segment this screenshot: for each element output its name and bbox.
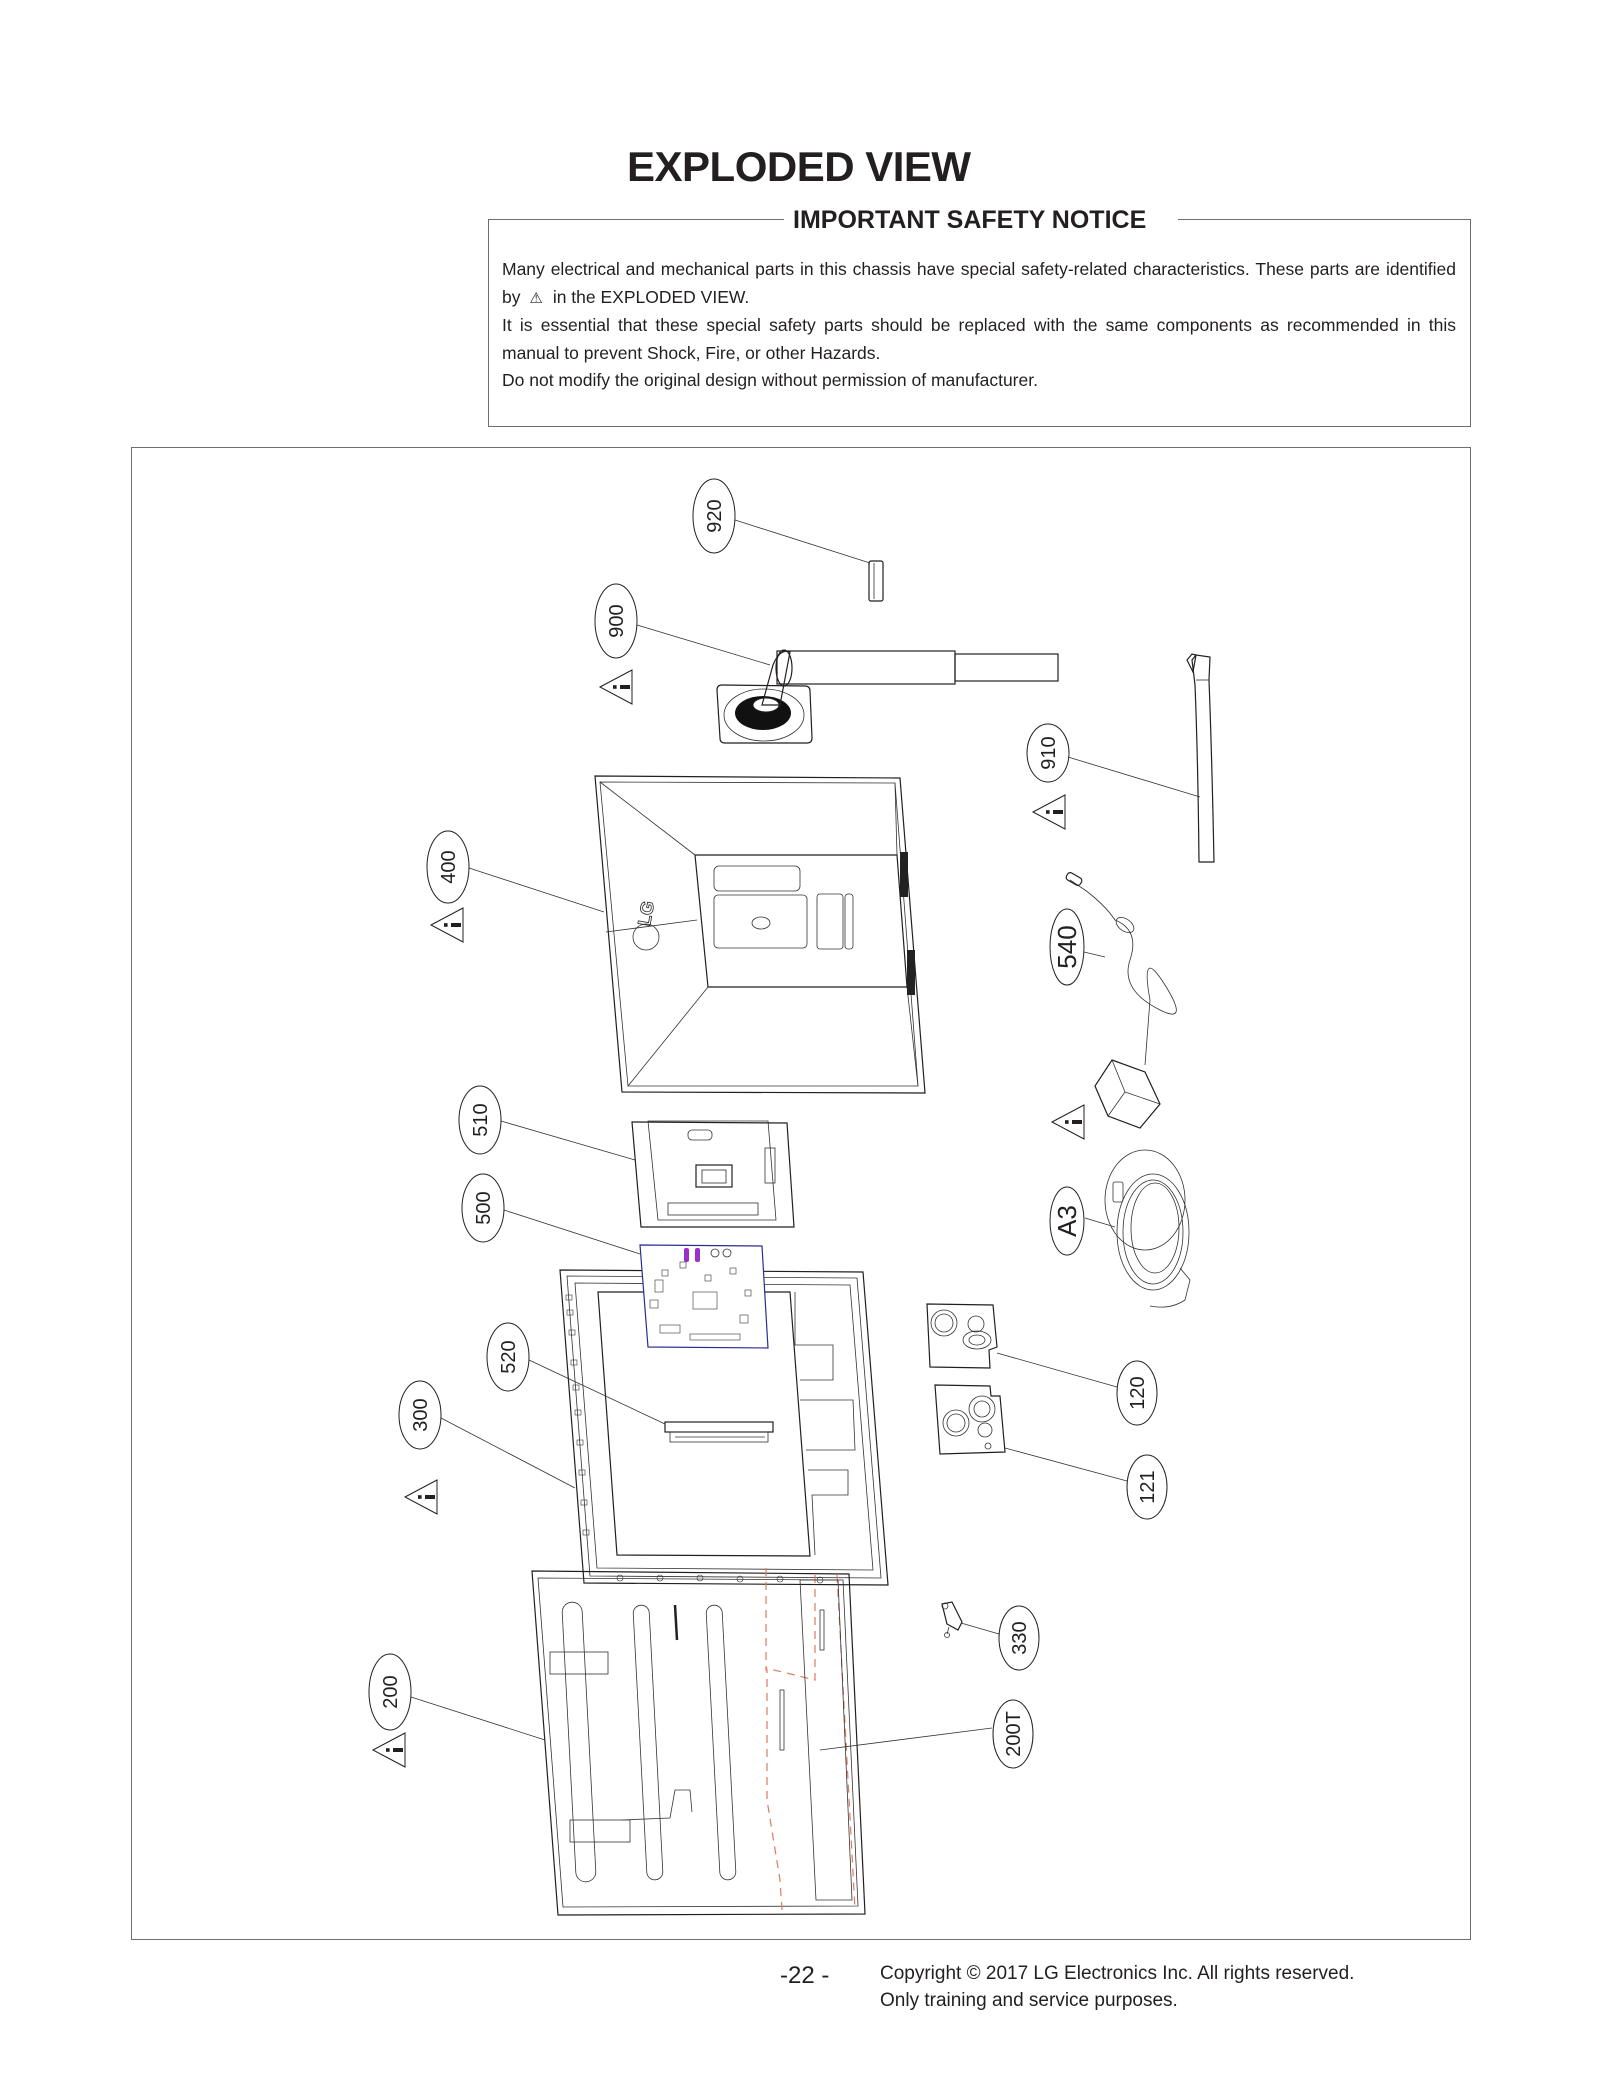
- callout-330: [961, 1606, 1039, 1670]
- callout-920: [693, 479, 870, 563]
- callout-label-900: 900: [606, 604, 628, 638]
- callout-121: [1005, 1448, 1167, 1519]
- warning-triangle-icon: ⚠: [529, 289, 543, 307]
- callout-label-520: 520: [498, 1340, 520, 1374]
- safety-warning-icon: [431, 908, 463, 942]
- page-title: EXPLODED VIEW: [627, 143, 971, 190]
- part-910-stand-arm: [1187, 654, 1214, 862]
- callout-label-510: 510: [470, 1103, 492, 1137]
- callout-label-300: 300: [410, 1398, 432, 1432]
- usage-note: Only training and service purposes.: [880, 1990, 1178, 2011]
- part-500-main-board: [640, 1245, 768, 1348]
- safety-warning-icon: [373, 1733, 405, 1767]
- callout-540: [1050, 909, 1105, 1139]
- part-400-back-cover: [595, 776, 925, 1093]
- safety-warning-icon: [1052, 1105, 1084, 1139]
- callout-label-a3: A3: [1052, 1205, 1082, 1237]
- page-number: -22 -: [780, 1962, 830, 1989]
- notice-paragraph-2: It is essential that these special safety parts should be replaced with the same components as recommended in this manual to prevent Shock, Fire, or other Hazards.: [502, 315, 1456, 363]
- callout-label-920: 920: [704, 499, 726, 533]
- notice-heading: IMPORTANT SAFETY NOTICE: [793, 206, 1147, 234]
- part-121-speaker: [935, 1385, 1005, 1454]
- copyright-footer: [880, 1960, 1354, 2014]
- notice-paragraph-3: Do not modify the original design without permission of manufacturer.: [502, 370, 1038, 390]
- notice-text-1a: Many electrical and mechanical parts in this chassis have special safety-related characteristics. These parts are identified by: [502, 259, 1456, 307]
- callout-label-120: 120: [1127, 1376, 1149, 1410]
- callout-label-910: 910: [1038, 736, 1060, 770]
- part-330-button: [942, 1602, 962, 1638]
- callout-label-121: 121: [1137, 1470, 1159, 1504]
- notice-text-1b: in the EXPLODED VIEW.: [552, 286, 750, 307]
- callout-label-400: 400: [438, 850, 460, 884]
- callout-900: [595, 584, 770, 704]
- callout-910: [1027, 724, 1200, 829]
- callout-400: [427, 831, 604, 942]
- callout-200t: [820, 1700, 1033, 1768]
- part-120-speaker: [927, 1304, 997, 1368]
- safety-warning-icon: [1033, 795, 1065, 829]
- part-900-stand-base: [717, 650, 1058, 743]
- safety-warning-icon: [600, 670, 632, 704]
- callout-label-200t: 200T: [1003, 1711, 1025, 1757]
- callout-120: [997, 1353, 1157, 1425]
- part-540-ac-adapter: [1065, 872, 1176, 1128]
- callout-520: [487, 1323, 665, 1424]
- part-510-shield-plate: [632, 1121, 794, 1227]
- part-200-lcd-panel: [532, 1568, 865, 1915]
- callout-500: [462, 1174, 640, 1254]
- callout-label-200: 200: [380, 1675, 402, 1709]
- safety-warning-icon: [405, 1480, 437, 1514]
- callout-label-500: 500: [473, 1191, 495, 1225]
- callout-200: [369, 1654, 545, 1767]
- part-920-stand-cap: [869, 561, 883, 601]
- part-520-connector: [665, 1422, 773, 1442]
- part-a3-power-cord: [1105, 1150, 1190, 1307]
- callout-label-540: 540: [1052, 925, 1082, 969]
- copyright-text: Copyright © 2017 LG Electronics Inc. All rights reserved.: [880, 1963, 1355, 1984]
- callout-label-330: 330: [1009, 1621, 1031, 1655]
- lg-logo: LG: [634, 899, 659, 928]
- callout-300: [399, 1381, 575, 1514]
- callout-510: [459, 1086, 635, 1160]
